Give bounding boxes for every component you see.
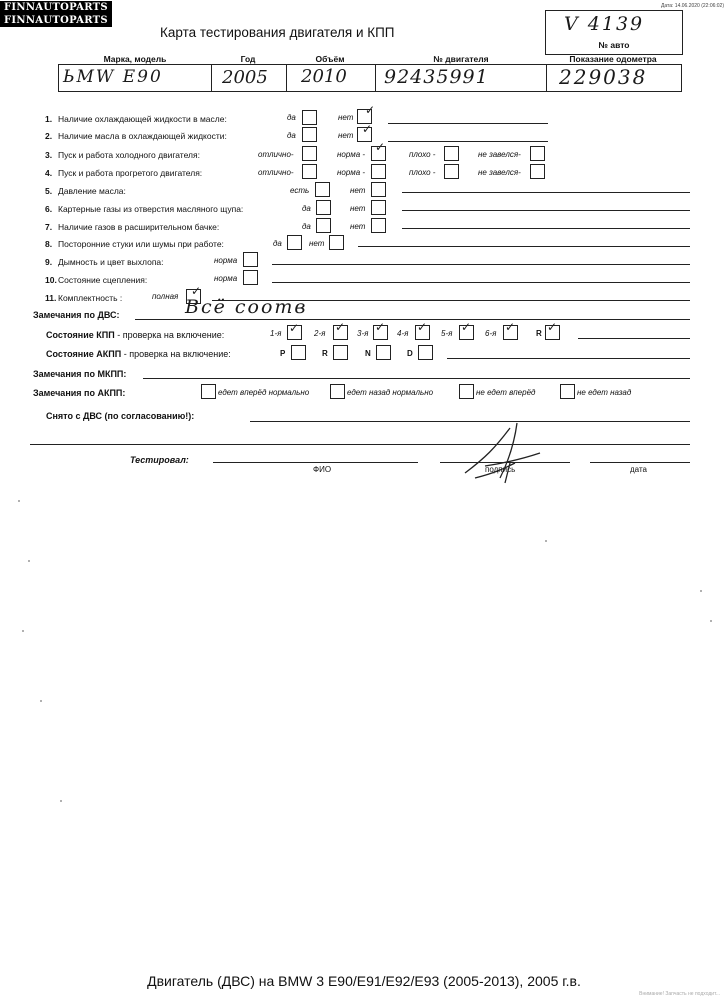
col-year: Год [240, 54, 256, 64]
kpp-gear-r-label: R [536, 329, 542, 338]
value-brand: ЬMW E90 [63, 67, 163, 87]
q3-bad-checkbox[interactable] [444, 146, 459, 161]
q8-note-line [358, 246, 690, 247]
kpp-title: Состояние КПП [46, 330, 115, 340]
akpp-backward-normal-checkbox[interactable] [330, 384, 345, 399]
q1-yes-checkbox[interactable] [302, 110, 317, 125]
cell-brand [58, 64, 212, 92]
q7-no-checkbox[interactable] [371, 218, 386, 233]
value-year: 2005 [222, 67, 268, 88]
cell-year [211, 64, 287, 92]
q7-no-label: нет [350, 222, 366, 231]
q11-full-label: полная [152, 292, 179, 301]
removed-line-2 [30, 444, 690, 445]
signature-caption: подпись [485, 465, 516, 474]
q3-excellent-label: отлично- [258, 150, 294, 159]
date-line [590, 462, 690, 463]
cell-odometer [546, 64, 682, 92]
q10-number: 10. [45, 275, 57, 285]
value-engine-no: 92435991 [384, 66, 489, 88]
kpp-gear-2-checkmark: ✓ [335, 320, 346, 334]
kpp-gear-2-label: 2-я [314, 329, 326, 338]
fio-line [213, 462, 418, 463]
form-title: Карта тестирования двигателя и КПП [160, 25, 395, 40]
kpp-note-line [578, 338, 690, 339]
q8-yes-label: да [273, 239, 282, 248]
q4-normal-label: норма - [337, 168, 366, 177]
q5-present-label: есть [290, 186, 310, 195]
value-volume: 2010 [301, 66, 347, 87]
q10-norma-label: норма [214, 274, 238, 283]
q7-number: 7. [45, 222, 53, 232]
akpp-gear-d-checkbox[interactable] [418, 345, 433, 360]
q11-label: Комплектность : [58, 293, 123, 303]
q4-nostart-checkbox[interactable] [530, 164, 545, 179]
col-volume: Объём [315, 54, 345, 64]
akpp-no-forward-label: не едет вперёд [476, 388, 536, 397]
q1-number: 1. [45, 114, 53, 124]
q5-note-line [402, 192, 690, 193]
vin-value: V 4139 [564, 13, 645, 35]
kpp-gear-3-checkmark: ✓ [375, 320, 386, 334]
q1-yes-label: да [287, 113, 296, 122]
q7-label: Наличие газов в расширительном бачке: [58, 222, 220, 232]
kpp-suffix: - проверка на включение: [114, 330, 225, 340]
akpp-gear-n-checkbox[interactable] [376, 345, 391, 360]
q5-no-label: нет [350, 186, 366, 195]
akpp-gear-r-label: R [322, 349, 328, 358]
q9-norma-label: норма [214, 256, 238, 265]
logo-bottom: FINNAUTOPARTS [0, 14, 112, 27]
cell-volume [286, 64, 376, 92]
akpp-title: Состояние АКПП [46, 349, 122, 359]
q6-number: 6. [45, 204, 53, 214]
akpp-note-line [447, 358, 690, 359]
q9-label: Дымность и цвет выхлопа: [58, 257, 164, 267]
q8-number: 8. [45, 239, 53, 249]
q7-yes-checkbox[interactable] [316, 218, 331, 233]
q5-label: Давление масла: [58, 186, 126, 196]
q3-nostart-checkbox[interactable] [530, 146, 545, 161]
q10-label: Состояние сцепления: [58, 275, 148, 285]
akpp-remarks-label: Замечания по АКПП: [33, 388, 126, 398]
ice-remarks-line [135, 319, 690, 320]
q5-no-checkbox[interactable] [371, 182, 386, 197]
q3-excellent-checkbox[interactable] [302, 146, 317, 161]
q8-label: Посторонние стуки или шумы при работе: [58, 239, 224, 249]
akpp-no-backward-checkbox[interactable] [560, 384, 575, 399]
q3-label: Пуск и работа холодного двигателя: [58, 150, 200, 160]
akpp-gear-n-label: N [365, 349, 371, 358]
akpp-gear-r-checkbox[interactable] [333, 345, 348, 360]
q9-number: 9. [45, 257, 53, 267]
akpp-forward-normal-label: едет вперёд нормально [218, 388, 310, 397]
q2-label: Наличие масла в охлаждающей жидкости: [58, 131, 227, 141]
q2-yes-checkbox[interactable] [302, 127, 317, 142]
akpp-suffix: - проверка на включение: [121, 349, 231, 359]
q4-number: 4. [45, 168, 53, 178]
akpp-no-forward-checkbox[interactable] [459, 384, 474, 399]
mkpp-remarks-label: Замечания по МКПП: [33, 369, 127, 379]
q6-no-checkbox[interactable] [371, 200, 386, 215]
akpp-gear-p-checkbox[interactable] [291, 345, 306, 360]
q6-label: Картерные газы из отверстия масляного щупа: [58, 204, 244, 214]
q3-normal-checkmark: ✓ [375, 140, 386, 154]
q4-excellent-label: отлично- [258, 168, 294, 177]
q4-label: Пуск и работа прогретого двигателя: [58, 168, 203, 178]
kpp-gear-5-checkmark: ✓ [461, 320, 472, 334]
q7-note-line [402, 228, 690, 229]
q11-number: 11. [45, 293, 57, 303]
q8-no-label: нет [309, 239, 325, 248]
q2-note-line [388, 141, 548, 142]
logo-top: FINNAUTOPARTS [0, 1, 112, 14]
ice-remarks-label: Замечания по ДВС: [33, 310, 120, 320]
akpp-no-backward-label: не едет назад [577, 388, 632, 397]
akpp-backward-normal-label: едет назад нормально [347, 388, 434, 397]
header-date: Дата: 14.06.2020 (22:06:02) [660, 3, 724, 9]
ice-remarks-value: Всё соотв [185, 296, 308, 318]
vin-label: № авто [598, 40, 630, 50]
kpp-label [46, 330, 224, 340]
akpp-forward-normal-checkbox[interactable] [201, 384, 216, 399]
q2-yes-label: да [287, 131, 296, 140]
q3-normal-label: норма - [337, 150, 366, 159]
q5-number: 5. [45, 186, 53, 196]
cell-engine-no [375, 64, 547, 92]
q2-number: 2. [45, 131, 53, 141]
q1-note-line [388, 123, 548, 124]
value-odometer: 229038 [559, 65, 648, 89]
q5-present-checkbox[interactable] [315, 182, 330, 197]
kpp-gear-1-label: 1-я [270, 329, 282, 338]
kpp-gear-r-checkmark: ✓ [547, 320, 558, 334]
fio-caption: ФИО [313, 465, 332, 474]
watermark-text: Внимание! Запчасть не подходит... [639, 991, 720, 997]
q4-normal-checkbox[interactable] [371, 164, 386, 179]
q4-excellent-checkbox[interactable] [302, 164, 317, 179]
q3-nostart-label: не завелся- [478, 150, 521, 159]
vin-box [545, 10, 683, 55]
q9-note-line [272, 264, 690, 265]
page-caption: Двигатель (ДВС) на BMW 3 E90/E91/E92/E93 (2005-2013), 2005 г.в. [147, 973, 581, 989]
q1-no-checkmark: ✓ [365, 103, 376, 117]
kpp-gear-3-label: 3-я [357, 329, 369, 338]
kpp-gear-6-checkmark: ✓ [505, 320, 516, 334]
q3-bad-label: плохо - [409, 150, 436, 159]
akpp-label [46, 349, 231, 359]
kpp-gear-4-label: 4-я [397, 329, 409, 338]
q3-number: 3. [45, 150, 53, 160]
akpp-gear-p-label: P [280, 349, 286, 358]
q2-no-checkmark: ✓ [362, 122, 373, 136]
col-brand: Марка, модель [103, 54, 167, 64]
q1-no-label: нет [338, 113, 354, 122]
q6-yes-label: да [302, 204, 311, 213]
q1-label: Наличие охлаждающей жидкости в масле: [58, 114, 227, 124]
date-caption: дата [630, 465, 647, 474]
q10-note-line [272, 282, 690, 283]
signature-scribble [455, 418, 545, 488]
q6-no-label: нет [350, 204, 366, 213]
q4-bad-checkbox[interactable] [444, 164, 459, 179]
col-odometer: Показание одометра [569, 54, 657, 64]
q6-yes-checkbox[interactable] [316, 200, 331, 215]
q8-no-checkbox[interactable] [329, 235, 344, 250]
kpp-gear-5-label: 5-я [441, 329, 453, 338]
q4-bad-label: плохо - [409, 168, 436, 177]
tested-by-label: Тестировал: [130, 455, 189, 465]
kpp-gear-1-checkmark: ✓ [289, 321, 300, 335]
akpp-gear-d-label: D [407, 349, 413, 358]
mkpp-remarks-line [143, 378, 690, 379]
removed-label: Снято с ДВС (по согласованию!): [46, 411, 195, 421]
col-engine-no: № двигателя [433, 54, 489, 64]
q7-yes-label: да [302, 222, 311, 231]
q2-no-label: нет [338, 131, 354, 140]
q10-norma-checkbox[interactable] [243, 270, 258, 285]
q8-yes-checkbox[interactable] [287, 235, 302, 250]
q6-note-line [402, 210, 690, 211]
kpp-gear-6-label: 6-я [485, 329, 497, 338]
q9-norma-checkbox[interactable] [243, 252, 258, 267]
q11-full-checkmark: ✓ [191, 284, 202, 298]
q4-nostart-label: не завелся- [478, 168, 521, 177]
kpp-gear-4-checkmark: ✓ [417, 320, 428, 334]
